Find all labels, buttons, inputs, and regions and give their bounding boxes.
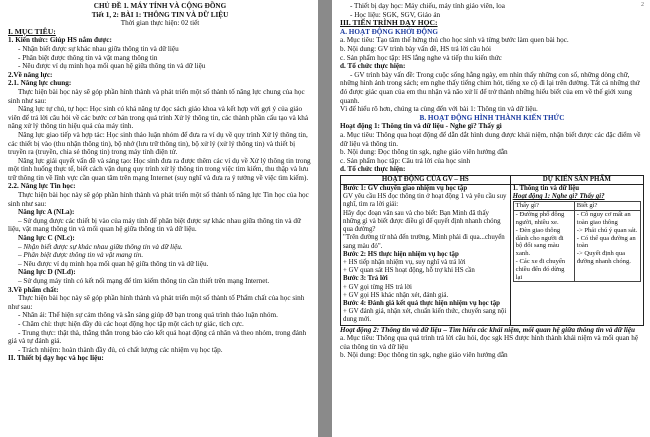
inner-head-know: Biết gì? [574,202,640,211]
doc-time: Thời gian thực hiện: 02 tiết [120,19,200,28]
product-subtitle: Hoạt động 1: Nghe gì? Thấy gì? [512,193,605,201]
text-line: - Chăm chỉ: thực hiện đầy đủ các hoạt động học tập một cách tự giác, tích cực. [18,319,244,328]
text-line: Năng lực tự chủ, tự học: Học sinh có khả năng tự đọc sách giáo khoa và kết hợp với gợi ý của giáo viên để trả lời câu hỏi về các bước cơ bản trong quá trình Xử lý thông tin, các thành phần cấu tạo và khả năng xử lý thông tin hiệu quả của máy tính. [8,105,309,131]
text-line: c. Sản phẩm học tập: HS lắng nghe và tiếp thu kiến thức [340,53,502,62]
text-line: Bước 2: HS thực hiện nhiệm vụ học tập [343,250,459,258]
text-line: b. Nội dung: Đọc thông tin sgk, nghe giáo viên hướng dẫn [340,148,508,157]
text-line: – Nêu được ví dụ minh họa mối quan hệ giữa thông tin và dữ liệu. [18,259,209,268]
text-line: Hoạt động 2: Thông tin và dữ liệu – Tìm hiểu các khái niệm, mối quan hệ giữa thông tin và dữ liệu [340,325,636,334]
text-line: I. MỤC TIÊU: [8,26,56,36]
text-line: a. Mục tiêu: Tạo tâm thế hứng thú cho học sinh và từng bước làm quen bài học. [340,36,569,45]
text-line: + GV quan sát HS hoạt động, hỗ trợ khi HS cần [343,267,475,275]
text-line: - Nhận biết được sự khác nhau giữa thông tin và dữ liệu [18,44,179,53]
text-line: Bước 1: GV chuyển giao nhiệm vụ học tập [343,185,468,193]
text-line: + GV đánh giá, nhận xét, chuẩn kiến thức, chuyển sang nội dung mới. [343,308,507,324]
text-line: Bước 3: Trả lời [343,275,388,283]
text-line: - Nhân ái: Thể hiện sự cảm thông và sẵn sàng giúp đỡ bạn trong quá trình thảo luận nhóm. [18,311,278,320]
text-line: a. Mục tiêu: Thông qua quá trình trả lời câu hỏi, đọc sgk HS được hình thành khái niệm và mối quan hệ của thông tin và dữ liệu [340,334,639,351]
table-cell-products [510,185,643,325]
text-line: + GV gọi HS khác nhận xét, đánh giá. [343,291,449,299]
text-line: – Sử dụng được các thiết bị vào của máy tính để phân biệt được sự khác nhau giữa thông tin và dữ liệu, vật mang thông tin và mối quan hệ giữa thông tin và dữ liệu. [8,216,301,234]
page-right [332,0,650,437]
page-number: 2 [641,2,644,8]
table-head-left: HOẠT ĐỘNG CỦA GV – HS [341,175,511,184]
text-line: - Phân biệt được thông tin và vật mang thông tin [18,53,158,62]
text-line: – Sử dụng máy tính có kết nối mạng để tìm kiếm thông tin cần thiết trên mạng Internet. [18,277,270,285]
text-line: - GV trình bày vấn đề: Trong cuộc sống hằng ngày, em nhìn thấy những con số, những dòng chữ, những hình ảnh trong sách; em nghe thấy tiếng chim hót, tiếng xe cộ đi lại trên đường. Tất cả những thứ đó được giác quan của em thu nhận và não xử lí để trở thành những hiểu biết của em về thế giới xung quanh. [340,70,640,105]
doc-title: CHỦ ĐỀ 1. MÁY TÍNH VÀ CỘNG ĐỒNG [93,2,227,10]
text-line: - Trách nhiệm: hoàn thành đầy đủ, có chất lượng các nhiệm vụ học tập. [18,345,223,354]
text-line: 2.1. Năng lực chung: [8,79,72,88]
text-line: II. Thiết bị dạy học và học liệu: [8,354,104,363]
inner-cell-know: - Cô nguy cơ mất an toàn giao thông -> Phải chú ý quan sát. - Có thể qua đường an toàn -> Quyết định qua đường nhanh chóng. [574,211,640,282]
text-line: - Trung thực: thật thà, thẳng thắn trong báo cáo kết quả hoạt động cá nhân và theo nhóm, trong đánh giá và tự đánh giá. [8,328,307,346]
text-line: d. Tổ chức thực hiện: [340,62,406,71]
text-line: 1. Kiến thức: Giúp HS nắm được: [8,36,112,45]
text-line: d. Tổ chức thực hiện: [340,165,406,174]
doc-subtitle: Tiết 1, 2: BÀI 1: THÔNG TIN VÀ DỮ LIỆU [91,10,229,19]
text-line: B. HOẠT ĐỘNG HÌNH THÀNH KIẾN THỨC [419,113,565,122]
text-line: 2.2. Năng lực Tin học: [8,182,76,191]
text-line: Thực hiện bài học này sẽ góp phần hình thành và phát triển một số thành tố năng lực chung của học sinh như sau: [8,87,305,105]
text-line: b. Nội dung: Đọc thông tin sgk, nghe giáo viên hướng dẫn [340,351,508,360]
right-body-bottom [340,326,644,360]
table-cell-activities [341,185,511,325]
text-line: + GV gọi từng HS trả lời [343,283,412,291]
table-head-right: DỰ KIẾN SẢN PHẨM [510,175,643,184]
text-line: Năng lực A (NLa): [18,208,75,217]
text-line: Thực hiện bài học này sẽ góp phần hình thành và phát triển một số thành tố Phẩm chất của học sinh như sau: [8,294,305,311]
right-body-top [340,2,644,174]
text-line: III. TIẾN TRÌNH DẠY HỌC: [340,18,438,28]
text-line: Thực hiện bài học này sẽ góp phần hình thành và phát triển một số thành tố năng lực Tin học của học sinh như sau: [8,191,309,208]
text-line: - Học liệu: SGK, SGV, Giáo án [350,10,441,19]
text-line: Hãy đọc đoạn văn sau và cho biết: Bạn Minh đã thấy những gì và biết được điều gì để quyết định nhanh chóng qua đường? [343,209,501,234]
text-line: "Trên đường từ nhà đến trường, Minh phải đi qua...chuyển sang màu đỏ". [343,234,505,250]
text-line: Năng lực giải quyết vấn đề và sáng tạo: Học sinh đưa ra được thêm các ví dụ về Xử lý thông tin trong một tình huống thực tế, biết cách vận dụng quy trình xử lý thông tin trong việc tìm kiếm, thu thập và lưu trữ thông tin về lĩnh vực cần quan tâm trên mạng Internet (suy nghĩ và đưa ra ý tưởng về việc tìm kiếm). [8,156,311,182]
text-line: 3.Về phẩm chất: [8,285,59,294]
text-line: Bước 4: Đánh giá kết quả thực hiện nhiệm vụ học tập [343,299,501,307]
text-line: b. Nội dung: GV trình bày vấn đề, HS trả lời câu hỏi [340,44,491,53]
text-line: – Nhận biết được sự khác nhau giữa thông tin và dữ liệu. [18,242,183,251]
text-line: - Thiết bị dạy học: Máy chiếu, máy tính giáo viên, loa [350,2,505,10]
inner-cell-see: - Đường phố đông người, nhiều xe. - Đèn giao thông dành cho người đi bộ đổi sang màu xanh. - Các xe đi chuyển chiều đến đó dừng lại [513,211,574,282]
left-body [8,28,312,363]
inner-table [513,201,641,282]
text-line: Năng lực C (NLc): [18,234,75,243]
text-line: c. Sản phẩm học tập: Câu trả lời của học sinh [340,156,471,165]
page-left [0,0,318,437]
text-line: – Phân biệt được thông tin và vật mang tin. [18,251,144,260]
product-title: 1. Thông tin và dữ liệu [512,185,580,193]
text-line: Hoạt động 1: Thông tin và dữ liệu - Nghe gì? Thấy gì [340,122,502,131]
activity-table [340,175,644,326]
text-line: Năng lực D (NLd): [18,268,76,277]
text-line: Vì để hiểu rõ hơn, chúng ta cùng đến với bài 1: Thông tin và dữ liệu. [340,105,538,114]
text-line: Năng lực giao tiếp và hợp tác: Học sinh thảo luận nhóm để đưa ra ví dụ về quy trình Xử lý thông tin, các thiết bị vào (thu nhận thông tin), bộ nhớ (lưu trữ thông tin), bộ xử lý (xử lý thông tin) và thiết bị truyền ra (truyền, chia sẻ thông tin) trong máy tính điện tử. [8,130,308,157]
text-line: 2.Về năng lực: [8,70,53,79]
text-line: GV yêu cầu HS đọc thông tin ở hoạt động 1 và yêu cầu suy nghĩ, tìm ra lời giải: [343,193,507,209]
text-line: A. HOẠT ĐỘNG KHỞI ĐỘNG [340,27,438,36]
text-line: + HS tiếp nhận nhiệm vụ, suy nghĩ và trả lời [343,258,466,266]
text-line: a. Mục tiêu: Thông qua hoạt động để dẫn dắt hình dung được khái niệm, nhận biết được các đặc điểm về dữ liệu và thông tin. [340,130,641,148]
inner-head-see: Thấy gì? [513,202,574,211]
text-line: - Nêu được ví dụ minh họa mối quan hệ giữa thông tin và dữ liệu [18,62,206,71]
